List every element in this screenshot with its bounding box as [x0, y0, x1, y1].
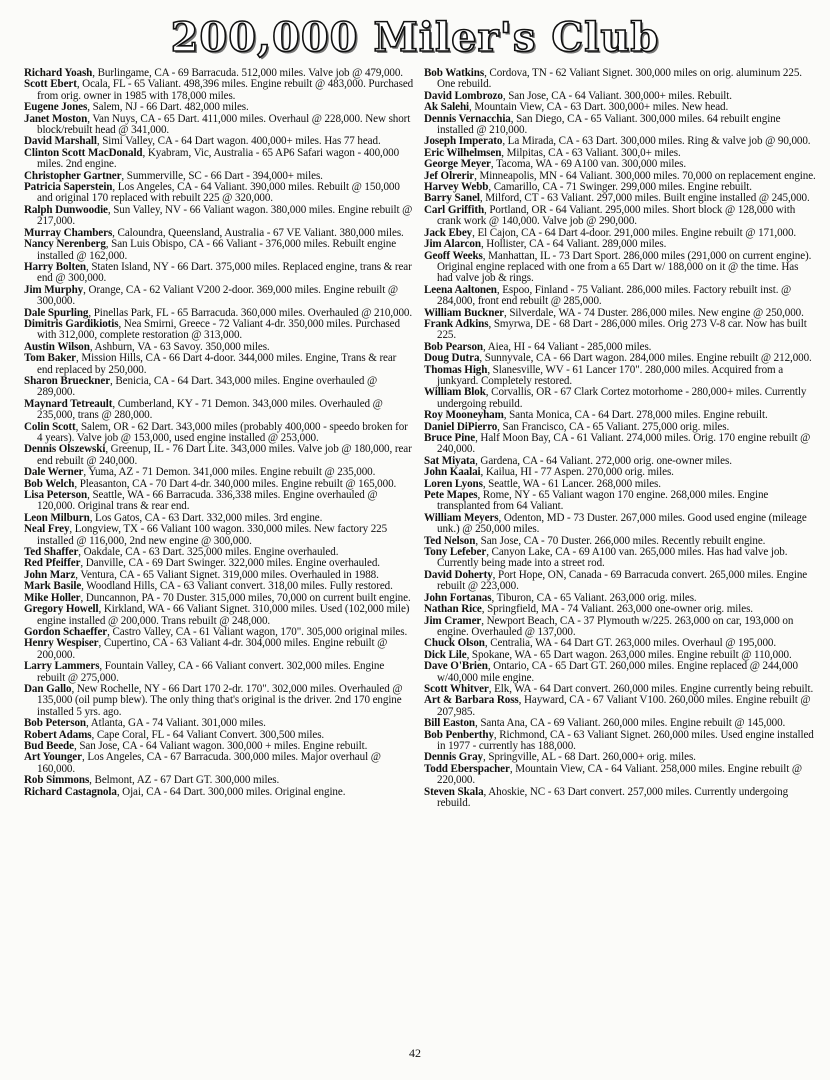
member-name: David Lombrozo — [424, 89, 503, 102]
member-details: , Woodland Hills, CA - 63 Valiant convert. 318,00 miles. Fully restored. — [81, 580, 393, 593]
member-name: Jim Alarcon — [424, 238, 481, 251]
member-details: , Springfield, MA - 74 Valiant. 263,000 one-owner orig. miles. — [481, 603, 753, 616]
member-details: , Smyrwa, DE - 68 Dart - 286,000 miles. Orig 273 V-8 car. Now has built 225. — [437, 317, 807, 342]
member-name: Tom Baker — [24, 352, 77, 365]
member-details: , Espoo, Finland - 75 Valiant. 286,000 miles. Factory rebuilt inst. @ 284,000, front end rebuilt @ 285,000. — [437, 283, 792, 308]
member-name: Neal Frey — [24, 523, 70, 536]
member-details: , Half Moon Bay, CA - 61 Valiant. 274,000 miles. Orig. 170 engine rebuilt @ 240,000. — [437, 432, 811, 456]
member-name: Dale Werner — [24, 466, 84, 479]
member-details: , Yuma, AZ - 71 Demon. 341,000 miles. Engine rebuilt @ 235,000. — [83, 466, 376, 479]
member-name: Leena Aaltonen — [424, 283, 497, 296]
member-name: Nancy Nerenberg — [24, 238, 106, 251]
member-details: , Atlanta, GA - 74 Valiant. 301,000 miles. — [85, 717, 266, 730]
member-name: Dennis Olszewski — [24, 443, 106, 456]
member-details: , Ventura, CA - 65 Valiant Signet. 319,000 miles. Overhauled in 1988. — [75, 568, 379, 581]
member-details: , Mountain View, CA - 64 Valiant. 258,000 miles. Engine rebuilt @ 220,000. — [437, 762, 803, 787]
member-name: William Meyers — [424, 511, 499, 524]
member-details: , Port Hope, ON, Canada - 69 Barracuda convert. 265,000 miles. Engine rebuilt @ 223,000. — [437, 568, 808, 593]
member-entry — [424, 490, 816, 513]
member-name: Ted Shaffer — [24, 546, 79, 559]
member-name: Todd Eberspacher — [424, 762, 510, 775]
member-entry — [24, 752, 414, 775]
member-details: , Rome, NY - 65 Valiant wagon 170 engine. 268,000 miles. Engine transplanted from 64 Valiant. — [437, 489, 769, 513]
member-details: , Pinellas Park, FL - 65 Barracuda. 360,000 miles. Overhauled @ 210,000. — [88, 306, 413, 319]
member-name: Leon Milburn — [24, 511, 90, 524]
member-entry — [24, 285, 414, 308]
member-entry — [424, 68, 816, 91]
member-name: John Fortanas — [424, 591, 492, 604]
member-name: Scott Whitver — [424, 682, 489, 695]
member-name: William Blok — [424, 386, 486, 399]
member-details: , Sunnyvale, CA - 66 Dart wagon. 284,000 miles. Engine rebuilt @ 212,000. — [479, 352, 812, 365]
member-name: Carl Griffith — [424, 203, 485, 216]
member-details: , Tiburon, CA - 65 Valiant. 263,000 orig. miles. — [491, 591, 697, 604]
member-name: Gregory Howell — [24, 603, 99, 616]
member-details: , La Mirada, CA - 63 Dart. 300,000 miles. Ring & valve job @ 90,000. — [502, 135, 811, 148]
member-details: , Danville, CA - 69 Dart Swinger. 322,000 miles. Engine overhauled. — [80, 557, 380, 570]
member-details: , Elk, WA - 64 Dart convert. 260,000 miles. Engine currently being rebuilt. — [488, 682, 814, 695]
member-entry — [24, 353, 414, 376]
member-details: , Kyabram, Vic, Australia - 65 AP6 Safari wagon - 400,000 miles. 2nd engine. — [37, 146, 400, 171]
member-details: , Kailua, HI - 77 Aspen. 270,000 orig. miles. — [480, 466, 674, 479]
member-details: , Los Gatos, CA - 63 Dart. 332,000 miles. 3rd engine. — [89, 511, 323, 524]
member-details: , San Francisco, CA - 65 Valiant. 275,000 orig. miles. — [497, 420, 730, 433]
member-details: , Salem, NJ - 66 Dart. 482,000 miles. — [87, 101, 249, 114]
member-entry — [24, 787, 414, 798]
member-details: , Orange, CA - 62 Valiant V200 2-door. 369,000 miles. Engine rebuilt @ 300,000. — [37, 283, 399, 308]
member-name: Barry Sanel — [424, 192, 480, 205]
member-details: , Sun Valley, NV - 66 Valiant wagon. 380,000 miles. Engine rebuilt @ 217,000. — [37, 203, 413, 228]
member-details: , Springville, AL - 68 Dart. 260,000+ orig. miles. — [483, 751, 696, 764]
member-details: , Kirkland, WA - 66 Valiant Signet. 310,000 miles. Used (102,000 mile) engine installed @ 200,000. Trans rebuilt @ 248,000. — [37, 603, 410, 627]
page-number: 42 — [409, 1046, 421, 1060]
member-details: , Milpitas, CA - 63 Valiant. 300,0+ miles. — [501, 146, 681, 159]
member-entry — [24, 182, 414, 205]
member-entry — [424, 616, 816, 639]
member-name: Dave O'Brien — [424, 660, 488, 673]
member-details: , Cape Coral, FL - 64 Valiant Convert. 300,500 miles. — [91, 728, 325, 741]
member-details: , Slanesville, WV - 61 Lancer 170". 280,000 miles. Acquired from a junkyard. Completely restored. — [437, 363, 784, 387]
member-details: , Newport Beach, CA - 37 Plymouth w/225. 263,000 on car, 193,000 on engine. Overhauled @ 137,000. — [437, 614, 794, 638]
member-name: Richard Castagnola — [24, 785, 117, 798]
member-entry — [24, 148, 414, 171]
member-name: Roy Mooneyham — [424, 409, 504, 422]
member-name: George Meyer — [424, 158, 491, 171]
member-details: , Santa Monica, CA - 64 Dart. 278,000 miles. Engine rebuilt. — [503, 409, 768, 422]
member-name: Jack Ebey — [424, 226, 473, 239]
member-details: , Duncannon, PA - 70 Duster. 315,000 miles, 70,000 on current built engine. — [80, 591, 411, 604]
member-name: Janet Moston — [24, 112, 88, 125]
member-name: Art & Barbara Ross — [424, 694, 519, 707]
member-name: Eugene Jones — [24, 101, 88, 114]
member-entry — [24, 490, 414, 513]
member-entry — [424, 365, 816, 388]
member-details: , Ocala, FL - 65 Valiant. 498,396 miles. Engine rebuilt @ 483,000. Purchased from orig. owner in 1985 with 178,000 miles. — [37, 78, 414, 102]
member-name: Mark Basile — [24, 580, 82, 593]
right-column — [424, 68, 816, 809]
member-name: Dennis Gray — [424, 751, 483, 764]
member-name: Doug Dutra — [424, 352, 480, 365]
member-details: , Ojai, CA - 64 Dart. 300,000 miles. Original engine. — [116, 785, 346, 798]
member-name: Bob Watkins — [424, 67, 485, 79]
member-details: , Aiea, HI - 64 Valiant - 285,000 miles. — [483, 340, 652, 353]
member-name: Gordon Schaeffer — [24, 625, 108, 638]
member-details: , New Rochelle, NY - 66 Dart 170 2-dr. 170". 302,000 miles. Overhauled @ 135,000 (oil pump blew). The only thing that's original is the driver. 2nd 170 engine installed 5 yrs. ago. — [37, 682, 403, 718]
member-name: Christopher Gartner — [24, 169, 122, 182]
member-details: , Mountain View, CA - 63 Dart. 300,000+ miles. New head. — [469, 101, 729, 114]
member-name: Jim Murphy — [24, 283, 84, 296]
member-name: Bob Welch — [24, 477, 75, 490]
member-name: Harvey Webb — [424, 181, 489, 194]
member-details: , Ashburn, VA - 63 Savoy. 350,000 miles. — [89, 340, 270, 353]
member-name: William Buckner — [424, 306, 504, 319]
member-name: Dan Gallo — [24, 682, 72, 695]
member-name: Larry Lammers — [24, 660, 100, 673]
member-entry — [24, 638, 414, 661]
member-name: Bruce Pine — [424, 432, 476, 444]
member-details: , Centralia, WA - 64 Dart GT. 263,000 miles. Overhaul @ 195,000. — [484, 637, 777, 650]
member-name: Henry Wespiser — [24, 637, 99, 650]
member-details: , Longview, TX - 66 Valiant 100 wagon. 330,000 miles. New factory 225 installed @ 116,000, 2nd new engine @ 300,000. — [37, 523, 388, 547]
member-entry — [24, 604, 414, 627]
member-name: Chuck Olson — [424, 637, 485, 650]
member-name: Sharon Brueckner — [24, 374, 111, 387]
member-entry — [24, 422, 414, 445]
page-title: 200,000 Miler's Club — [170, 14, 660, 61]
member-name: John Marz — [24, 568, 76, 581]
member-name: Dick Lile — [424, 648, 467, 661]
member-name: Mike Holler — [24, 591, 81, 604]
member-name: Dimitris Gardikiotis — [24, 317, 119, 330]
member-details: , Belmont, AZ - 67 Dart GT. 300,000 miles. — [89, 774, 280, 787]
member-entry — [424, 730, 816, 753]
member-details: , Cupertino, CA - 63 Valiant 4-dr. 304,000 miles. Engine rebuilt @ 200,000. — [37, 637, 388, 661]
member-details: , Spokane, WA - 65 Dart wagon. 263,000 miles. Engine rebuilt @ 110,000. — [466, 648, 792, 661]
member-entry — [424, 285, 816, 308]
member-details: , Los Angeles, CA - 64 Valiant. 390,000 miles. Rebuilt @ 150,000 and original 170 replaced with rebuilt 225 @ 320,000. — [37, 181, 400, 205]
member-name: Jef Olrerir — [424, 169, 475, 182]
member-entry — [424, 387, 816, 410]
member-details: , Cumberland, KY - 71 Demon. 343,000 miles. Overhauled @ 235,000, trans @ 280,000. — [37, 397, 383, 422]
member-name: Steven Skala — [424, 785, 484, 798]
member-details: , San Luis Obispo, CA - 66 Valiant - 376,000 miles. Rebuilt engine installed @ 162,000. — [37, 238, 397, 262]
left-column — [24, 68, 414, 798]
member-name: Joseph Imperato — [424, 135, 503, 148]
member-name: Bob Peterson — [24, 717, 86, 730]
member-entry — [24, 399, 414, 422]
member-entry — [424, 205, 816, 228]
member-entry — [24, 444, 414, 467]
member-name: Maynard Tetreault — [24, 397, 113, 410]
member-name: Robert Adams — [24, 728, 92, 741]
member-details: , Greenup, IL - 76 Dart Lite. 343,000 miles. Valve job @ 180,000, rear end rebuilt @ 240,000. — [37, 443, 412, 467]
member-entry — [424, 661, 816, 684]
member-entry — [24, 661, 414, 684]
member-details: , Benicia, CA - 64 Dart. 343,000 miles. Engine overhauled @ 289,000. — [37, 374, 378, 399]
member-entry — [24, 79, 414, 102]
member-name: Austin Wilson — [24, 340, 90, 353]
member-name: Art Younger — [24, 751, 82, 764]
member-details: , Minneapolis, MN - 64 Valiant. 300,000 miles. 70,000 on replacement engine. — [474, 169, 816, 182]
member-name: Colin Scott — [24, 420, 76, 433]
member-name: Eric Wilhelmsen — [424, 146, 502, 159]
member-name: Thomas High — [424, 363, 488, 376]
member-name: Geoff Weeks — [424, 249, 483, 262]
member-entry — [24, 319, 414, 342]
member-details: , Castro Valley, CA - 61 Valiant wagon, 170". 305,000 original miles. — [107, 625, 408, 638]
member-details: , San Jose, CA - 70 Duster. 266,000 miles. Recently rebuilt engine. — [475, 534, 766, 547]
member-name: Richard Yoash — [24, 67, 93, 79]
member-name: John Kaalai — [424, 466, 481, 479]
member-name: Ralph Dunwoodie — [24, 203, 108, 216]
member-details: , Staten Island, NY - 66 Dart. 375,000 miles. Replaced engine, trans & rear end @ 300,000. — [37, 260, 412, 285]
member-name: Jim Cramer — [424, 614, 482, 627]
member-name: Rob Simmons — [24, 774, 90, 787]
member-name: Bud Beede — [24, 739, 74, 752]
member-entry — [424, 570, 816, 593]
member-details: , Silverdale, WA - 74 Duster. 286,000 miles. New engine @ 250,000. — [503, 306, 804, 319]
member-name: Lisa Peterson — [24, 489, 88, 502]
member-details: , Van Nuys, CA - 65 Dart. 411,000 miles. Overhaul @ 228,000. New short block/rebuilt head @ 341,000. — [37, 112, 411, 137]
member-name: Bob Pearson — [424, 340, 483, 353]
member-name: Dale Spurling — [24, 306, 89, 319]
member-name: Red Pfeiffer — [24, 557, 81, 570]
member-entry — [424, 433, 816, 456]
member-name: Loren Lyons — [424, 477, 483, 490]
member-entry — [424, 695, 816, 718]
member-name: Bill Easton — [424, 717, 475, 730]
member-name: Nathan Rice — [424, 603, 482, 616]
member-details: , Oakdale, CA - 63 Dart. 325,000 miles. Engine overhauled. — [78, 546, 339, 559]
member-name: Sat Miyata — [424, 454, 476, 467]
member-details: , Camarillo, CA - 71 Swinger. 299,000 miles. Engine rebuilt. — [488, 181, 752, 194]
member-details: , Gardena, CA - 64 Valiant. 272,000 orig. one-owner miles. — [475, 454, 732, 467]
member-details: , Manhattan, IL - 73 Dart Sport. 286,000 miles (291,000 on current engine). Original engine replaced with one from a 65 Dart w/ 188,000 on it @ the time. Has had valve job & rings. — [437, 249, 812, 285]
member-details: , Fountain Valley, CA - 66 Valiant convert. 302,000 miles. Engine rebuilt @ 275,000. — [37, 660, 385, 684]
member-name: Daniel DiPierro — [424, 420, 498, 433]
member-details: , Nea Smirni, Greece - 72 Valiant 4-dr. 350,000 miles. Purchased with 312,000, complete restoration @ 313,000. — [37, 317, 400, 342]
member-details: , Canyon Lake, CA - 69 A100 van. 265,000 miles. Has had valve job. Currently being made into a street rod. — [437, 546, 788, 570]
member-details: , Salem, OR - 62 Dart. 343,000 miles (probably 400,000 - speedo broken for 4 years). Valve job @ 153,000, used engine installed @ 253,000. — [37, 420, 408, 444]
member-details: , Milford, CT - 63 Valiant. 297,000 miles. Built engine installed @ 245,000. — [479, 192, 810, 205]
member-entry — [424, 319, 816, 342]
member-details: , Seattle, WA - 66 Barracuda. 336,338 miles. Engine overhauled @ 120,000. Original trans & rear end. — [37, 489, 378, 513]
member-entry — [24, 114, 414, 137]
member-entry — [424, 787, 816, 810]
member-name: Ted Nelson — [424, 534, 476, 547]
member-details: , Burlingame, CA - 69 Barracuda. 512,000 miles. Valve job @ 479,000. — [92, 67, 403, 79]
member-details: , Seattle, WA - 61 Lancer. 268,000 miles. — [482, 477, 661, 490]
member-entry — [24, 684, 414, 718]
member-details: , Cordova, TN - 62 Valiant Signet. 300,000 miles on orig. aluminum 225. One rebuild. — [437, 67, 802, 91]
member-entry — [424, 513, 816, 536]
member-entry — [24, 376, 414, 399]
member-details: , San Jose, CA - 64 Valiant wagon. 300,000 + miles. Engine rebuilt. — [73, 739, 368, 752]
member-entry — [24, 262, 414, 285]
member-name: Ak Salehi — [424, 101, 470, 114]
member-name: Harry Bolten — [24, 260, 86, 273]
member-details: , Corvallis, OR - 67 Clark Cortez motorhome - 280,000+ miles. Currently undergoing rebuild. — [437, 386, 807, 410]
member-details: , Pleasanton, CA - 70 Dart 4-dr. 340,000 miles. Engine rebuilt @ 165,000. — [74, 477, 397, 490]
member-details: , Hollister, CA - 64 Valiant. 289,000 miles. — [480, 238, 667, 251]
member-entry — [424, 114, 816, 137]
member-details: , Hayward, CA - 67 Valiant V100. 260,000 miles. Engine rebuilt @ 207,985. — [437, 694, 811, 718]
member-entry — [424, 764, 816, 787]
member-name: David Marshall — [24, 135, 97, 148]
member-details: , Santa Ana, CA - 69 Valiant. 260,000 miles. Engine rebuilt @ 145,000. — [475, 717, 786, 730]
member-name: Scott Ebert — [24, 78, 77, 91]
member-details: , Ahoskie, NC - 63 Dart convert. 257,000 miles. Currently undergoing rebuild. — [437, 785, 789, 809]
member-name: David Doherty — [424, 568, 493, 581]
member-name: Pete Mapes — [424, 489, 478, 502]
member-details: , El Cajon, CA - 64 Dart 4-door. 291,000 miles. Engine rebuilt @ 171,000. — [472, 226, 797, 239]
member-entry — [424, 251, 816, 285]
member-entry — [24, 205, 414, 228]
member-details: , Odenton, MD - 73 Duster. 267,000 miles. Good used engine (mileage unk.) @ 250,000 miles. — [437, 511, 807, 536]
member-entry — [24, 524, 414, 547]
member-details: , Richmond, CA - 63 Valiant Signet. 260,000 miles. Used engine installed in 1977 - currently has 188,000. — [437, 728, 814, 752]
member-name: Frank Adkins — [424, 317, 489, 330]
member-entry — [24, 239, 414, 262]
member-name: Patricia Saperstein — [24, 181, 113, 194]
member-details: , Simi Valley, CA - 64 Dart wagon. 400,000+ miles. Has 77 head. — [96, 135, 381, 148]
member-details: , Tacoma, WA - 69 A100 van. 300,000 miles. — [490, 158, 687, 171]
member-details: , Summerville, SC - 66 Dart - 394,000+ miles. — [121, 169, 323, 182]
member-name: Dennis Vernacchia — [424, 112, 511, 125]
member-name: Murray Chambers — [24, 226, 113, 239]
member-details: , Ontario, CA - 65 Dart GT. 260,000 miles. Engine replaced @ 244,000 w/40,000 mile engine. — [437, 660, 798, 684]
member-name: Clinton Scott MacDonald — [24, 146, 143, 159]
member-details: , Mission Hills, CA - 66 Dart 4-door. 344,000 miles. Engine, Trans & rear end replaced by 250,000. — [37, 352, 397, 376]
member-entry — [424, 547, 816, 570]
member-details: , Portland, OR - 64 Valiant. 295,000 miles. Short block @ 128,000 with crank work @ 140,000. Valve job @ 290,000. — [437, 203, 796, 228]
member-details: , San Jose, CA - 64 Valiant. 300,000+ miles. Rebuilt. — [502, 89, 732, 102]
member-details: , Caloundra, Queensland, Australia - 67 VE Valiant. 380,000 miles. — [112, 226, 404, 239]
member-name: Tony Lefeber — [424, 546, 487, 559]
member-name: Bob Penberthy — [424, 728, 494, 741]
member-details: , Los Angeles, CA - 67 Barracuda. 300,000 miles. Major overhaul @ 160,000. — [37, 751, 381, 775]
member-details: , San Diego, CA - 65 Valiant. 300,000 miles. 64 rebuilt engine installed @ 210,000. — [437, 112, 781, 137]
